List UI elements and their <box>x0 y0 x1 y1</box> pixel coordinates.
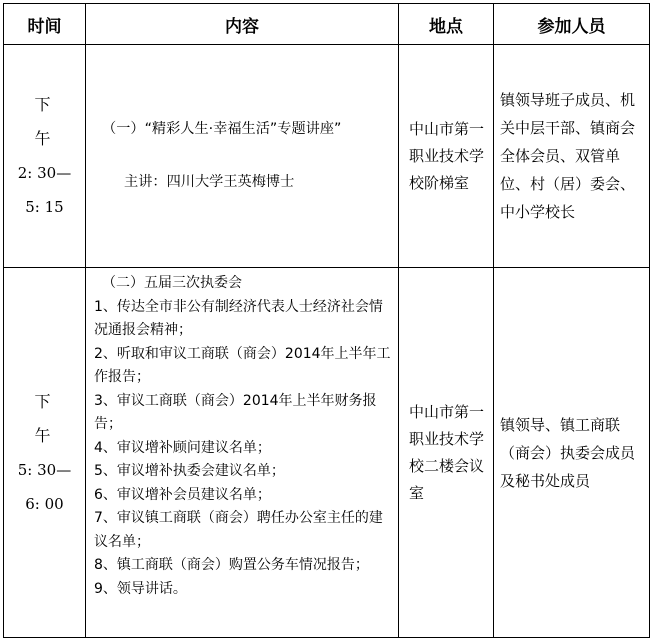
header-time: 时间 <box>4 4 86 45</box>
header-row <box>4 4 650 45</box>
content-cell <box>86 268 399 638</box>
time-end: 6: 00 <box>25 494 64 513</box>
location-cell: 中山市第一职业技术学校二楼会议室 <box>399 268 494 638</box>
session-title: （一）“精彩人生·幸福生活”专题讲座” <box>102 121 342 137</box>
participants-cell: 镇领导、镇工商联（商会）执委会成员及秘书处成员 <box>494 268 650 638</box>
header-location: 地点 <box>399 4 494 45</box>
agenda-item: 1、传达全市非公有制经济代表人士经济社会情况通报会精神； <box>94 298 383 338</box>
time-label: 下 午 <box>34 95 65 148</box>
session-title: （二）五届三次执委会 <box>102 275 242 291</box>
header-content: 内容 <box>86 4 399 45</box>
speaker-line: 主讲：四川大学王英梅博士 <box>124 174 295 190</box>
agenda-item: 6、审议增补会员建议名单； <box>94 486 271 503</box>
time-label: 下 午 <box>34 391 65 445</box>
time-cell <box>4 45 86 268</box>
agenda-item: 7、审议镇工商联（商会）聘任办公室主任的建议名单； <box>94 510 383 550</box>
header-participants: 参加人员 <box>494 4 650 45</box>
agenda-item: 8、镇工商联（商会）购置公务车情况报告； <box>94 557 369 573</box>
table-row <box>4 45 650 268</box>
time-end: 5: 15 <box>25 198 64 216</box>
time-cell <box>4 268 86 638</box>
table-row <box>4 268 650 638</box>
participants-cell: 镇领导班子成员、机关中层干部、镇商会全体会员、双管单位、村（居）委会、中小学校长 <box>494 45 650 268</box>
agenda-item: 5、审议增补执委会建议名单； <box>94 463 285 479</box>
agenda-item: 4、审议增补顾问建议名单； <box>94 439 271 456</box>
content-cell <box>86 45 399 268</box>
agenda-item: 9、领导讲话。 <box>94 580 187 597</box>
time-start: 2: 30— <box>17 164 72 182</box>
location-cell: 中山市第一职业技术学校阶梯室 <box>399 45 494 268</box>
time-start: 5: 30— <box>17 460 72 479</box>
agenda-item: 3、审议工商联（商会）2014年上半年财务报告； <box>94 392 377 432</box>
agenda-item: 2、听取和审议工商联（商会）2014年上半年工作报告； <box>94 345 391 385</box>
schedule-table <box>3 3 650 638</box>
